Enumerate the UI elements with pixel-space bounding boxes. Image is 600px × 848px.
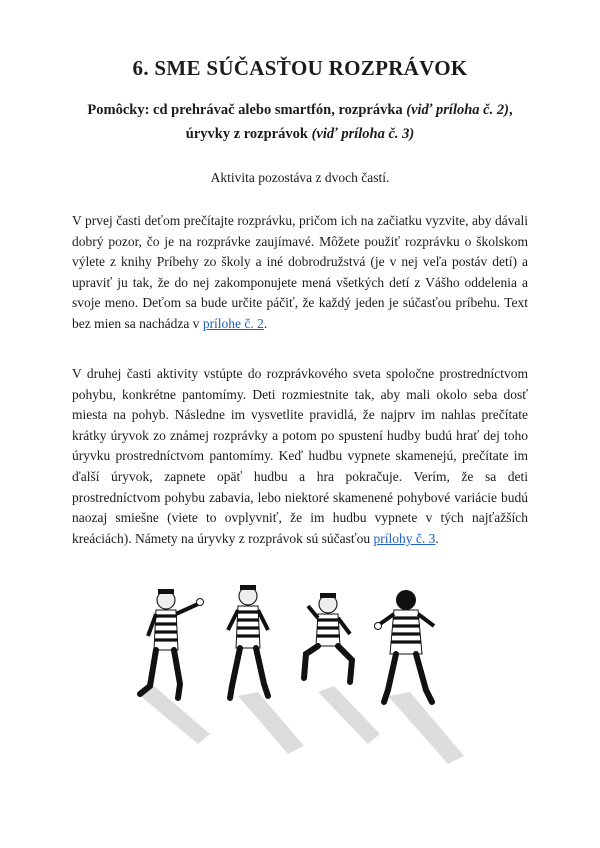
- activity-intro: Aktivita pozostáva z dvoch častí.: [210, 170, 390, 185]
- materials-line-1: Pomôcky: cd prehrávač alebo smartfón, rozprávka (viď príloha č. 2),: [87, 102, 513, 118]
- page-title: 6. SME SÚČASŤOU ROZPRÁVOK: [132, 56, 468, 80]
- paragraph-part-1: V prvej časti deťom prečítajte rozprávku, pričom ich na začiatku vyzvite, aby dávali dobrý pozor, čo je na rozprávke zaujímavé. Môžete použiť rozprávku o školskom výlete z knihy Príbehy zo školy a iné dobrodružstvá (je v nej veľa postáv detí) a upraviť ju tak, že do nej zakomponujete mená všetkých detí z Vášho oddelenia a svoje meno. Deťom sa bude určite páčiť, že každý jeden je súčasťou príbehu. Text bez mien sa nachádza v prílohe č. 2.: [72, 213, 528, 331]
- attachment-2-link[interactable]: prílohe č. 2: [202, 315, 264, 331]
- materials-line-2: úryvky z rozprávok (viď príloha č. 3): [185, 126, 415, 142]
- materials-list: [40, 98, 560, 146]
- attachment-2-ref: (viď príloha č. 2): [406, 102, 509, 118]
- paragraph-part-2: V druhej časti aktivity vstúpte do rozprávkového sveta spoločne prostredníctvom pohybu, konkrétne pantomímy. Deti rozmiestnite tak, aby mali okolo seba dosť miesta na pohyb. Následne im vysvetlite pravidlá, že najprv im nahlas prečítate krátky úryvok zo známej rozprávky a potom po spustení hudby budú hrať dej toho úryvku prostredníctvom pantomímy. Keď hudbu vypnete skamenejú, prečítate im ďalší úryvok, zapnete opäť hudbu a hra pokračuje. Verím, že sa deti prostredníctvom pohybu zabavia, lebo niektoré skamenené pohybové variácie budú naozaj smiešne (viete to ovplyvniť, že im hudbu vypnete v tých najťažších kreáciách). Námety na úryvky z rozprávok sú súčasťou prílohy č. 3.: [72, 366, 528, 546]
- attachment-3-ref: (viď príloha č. 3): [311, 126, 415, 142]
- attachment-3-link[interactable]: prílohy č. 3: [373, 530, 436, 546]
- mimes-illustration: [118, 574, 484, 774]
